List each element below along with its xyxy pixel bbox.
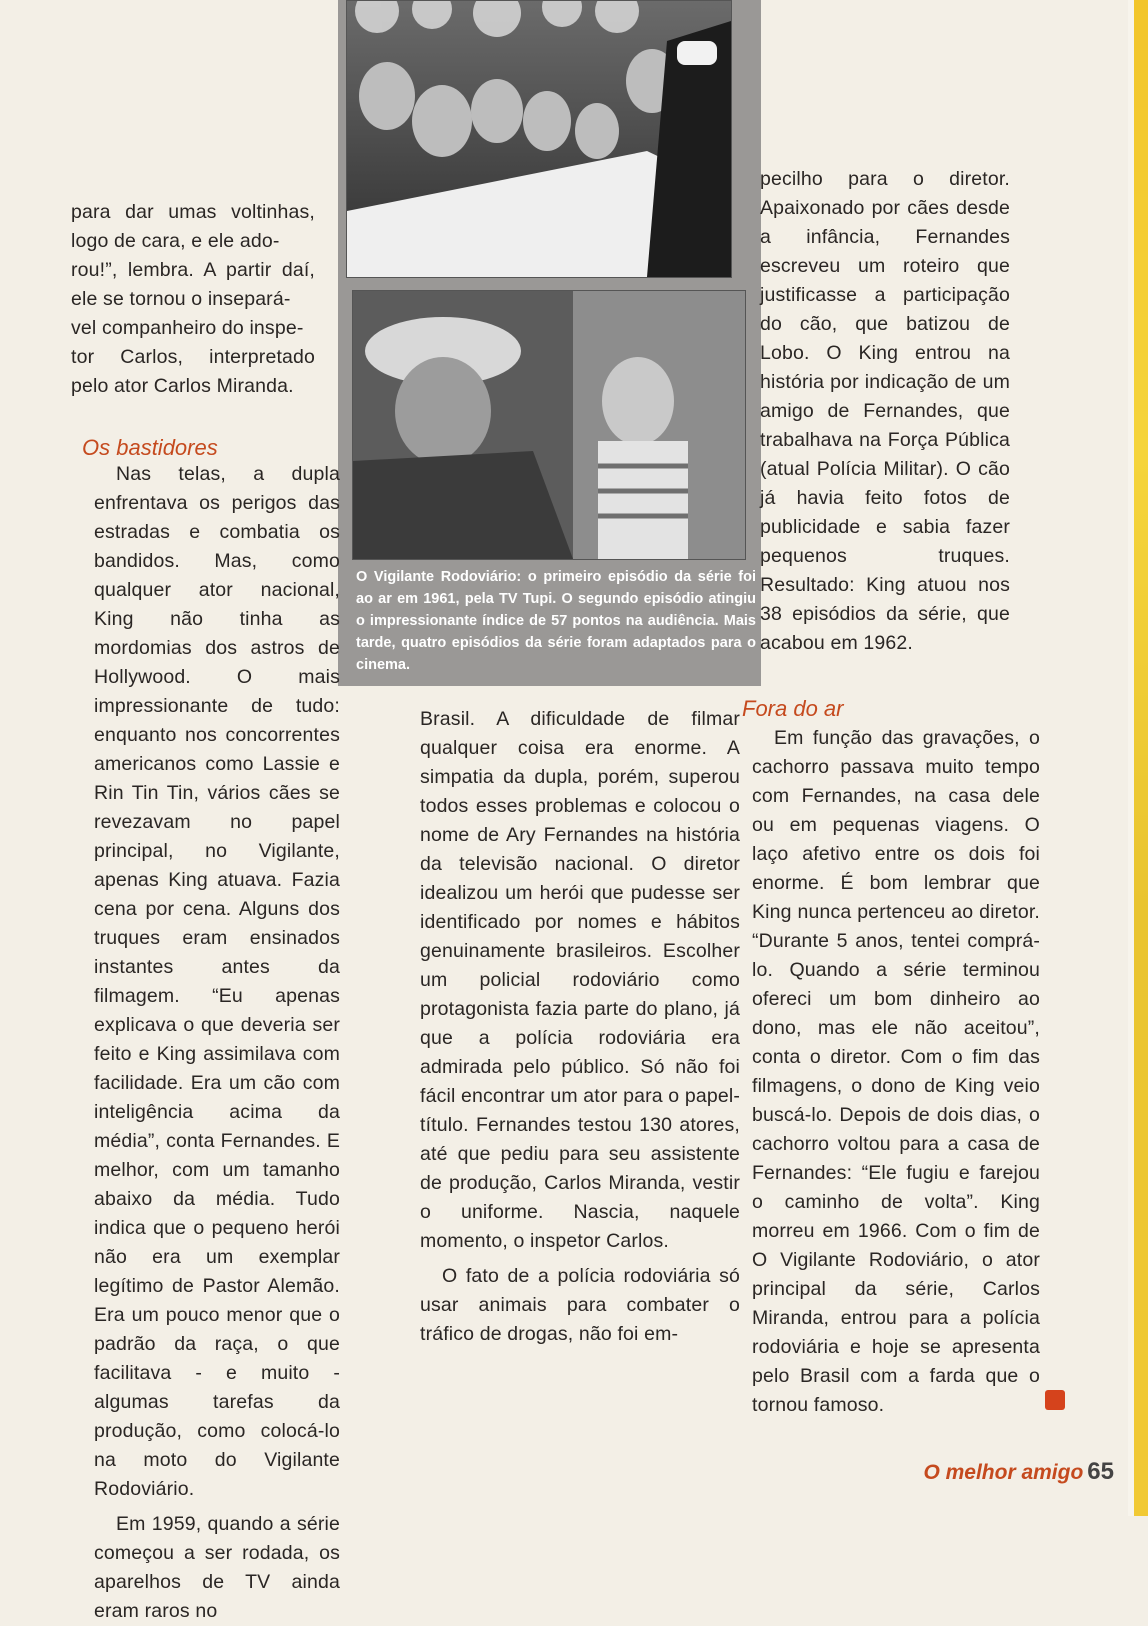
column-1-body (94, 460, 340, 1626)
page-footer (923, 1458, 1114, 1486)
intro-line-2: rou!”, lembra. A partir daí, ele se tornou o insepará- (71, 259, 315, 310)
column-3-body (752, 724, 1040, 1420)
column-2-body (420, 705, 740, 1349)
intro-line-1: para dar umas voltinhas, logo de cara, e ele ado- (71, 201, 315, 252)
footer-section-title: O melhor amigo (923, 1461, 1084, 1484)
intro-line-3: vel companheiro do inspe- (71, 317, 304, 339)
policia-paragraph-start: O fato de a polícia rodoviária só usar animais para combater o tráfico de drogas, não foi em- (420, 1265, 740, 1345)
column-3-intro (760, 165, 1010, 658)
bastidores-paragraph: Nas telas, a dupla enfrentava os perigos das estradas e combatia os bandidos. Mas, como qualquer ator nacional, King não tinha as mordomias dos astros de Hollywood. O mais impressionante de tudo: enquanto nos concorrentes americanos como Lassie e Rin Tin Tin, vários cães se revezavam no papel principal, no Vigilante, apenas King atuava. Fazia cena por cena. Alguns dos truques eram ensinados instantes antes da filmagem. “Eu apenas explicava o que deveria ser feito e King assimilava com facilidade. Era um cão com inteligência acima da média”, conta Fernandes. E melhor, com um tamanho abaixo da média. Tudo indica que o pequeno herói não era um exemplar legítimo de Pastor Alemão. Era um pouco menor que o padrão da raça, o que facilitava - e muito - algumas tarefas da produção, como colocá-lo na moto do Vigilante Rodoviário. (94, 463, 340, 1500)
intro-line-4: tor Carlos, interpretado pelo ator Carlos Miranda. (71, 346, 315, 397)
column-1-intro (71, 198, 315, 401)
heading-fora-do-ar: Fora do ar (742, 696, 844, 721)
fora-do-ar-paragraph: Em função das gravações, o cachorro passava muito tempo com Fernandes, na casa dele ou em pequenas viagens. O laço afetivo entre os dois foi enorme. É bom lembrar que King nunca pertenceu ao diretor. “Durante 5 anos, tentei comprá-lo. Quando a série terminou ofereci um bom dinheiro ao dono, mas ele não aceitou”, conta o diretor. Com o fim das filmagens, o dono de King veio buscá-lo. Depois de dois dias, o cachorro voltou para a casa de Fernandes: “Ele fugiu e farejou o caminho de volta”. King morreu em 1966. Com o fim de O Vigilante Rodoviário, o ator principal da série, Carlos Miranda, entrou para a polícia rodoviária e hoje se apresenta pelo Brasil com a farda que o tornou famoso. (752, 727, 1040, 1416)
paw-end-mark-icon (1045, 1390, 1065, 1410)
page-number: 65 (1087, 1458, 1114, 1485)
director-paragraph: pecilho para o diretor. Apaixonado por cães desde a infância, Fernandes escreveu um roteiro que justificasse a participação do cão, que batizou de Lobo. O King entrou na história por indicação de um amigo de Fernandes, que trabalhava na Força Pública (atual Polícia Militar). O cão já havia feito fotos de publicidade e sabia fazer pequenos truques. Resultado: King atuou nos 38 episódios da série, que acabou em 1962. (760, 168, 1010, 654)
photo-caption: O Vigilante Rodoviário: o primeiro episódio da série foi ao ar em 1961, pela TV Tupi. O segundo episódio atingiu o impressionante índice de 57 pontos na audiência. Mais tarde, quatro episódios da série foram adaptados para o cinema. (356, 569, 756, 673)
brasil-paragraph: Brasil. A dificuldade de filmar qualquer coisa era enorme. A simpatia da dupla, porém, superou todos esses problemas e colocou o nome de Ary Fernandes na história da televisão nacional. O diretor idealizou um herói que pudesse ser identificado por nomes e hábitos genuinamente brasileiros. Escolher um policial rodoviário como protagonista fazia parte do plano, já que a polícia rodoviária era admirada pelo público. Só não foi fácil encontrar um ator para o papel-título. Fernandes testou 130 atores, até que pediu para seu assistente de produção, Carlos Miranda, vestir o uniforme. Nascia, naquele momento, o inspetor Carlos. (420, 708, 740, 1252)
photo-crowd (346, 0, 732, 278)
page-edge-strip (1128, 0, 1148, 1516)
tv-paragraph-start: Em 1959, quando a série começou a ser rodada, os aparelhos de TV ainda eram raros no (94, 1513, 340, 1622)
heading-os-bastidores: Os bastidores (82, 435, 218, 460)
photo-officer-and-child (352, 290, 746, 560)
